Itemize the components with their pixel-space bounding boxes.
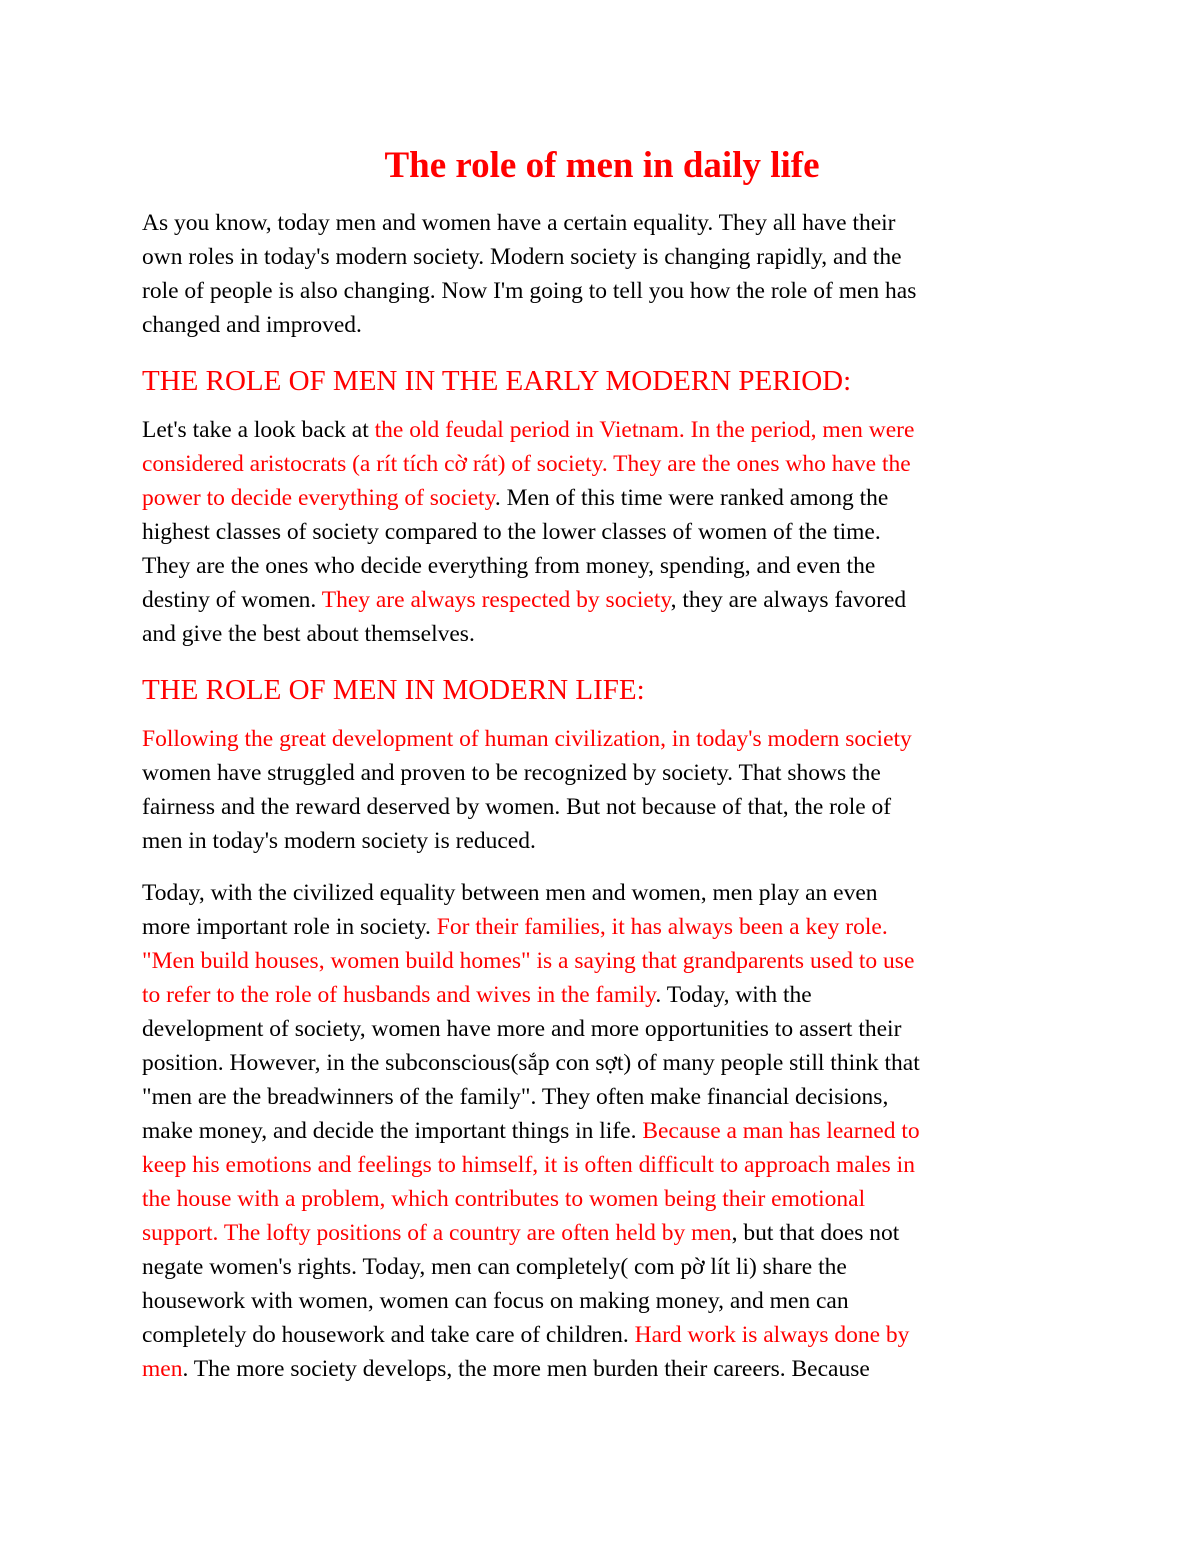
modern-life-paragraph-2 (142, 876, 1062, 1386)
text-line: development of society, women have more and more opportunities to assert their (142, 1016, 902, 1042)
text-line (142, 413, 1062, 447)
text-run: make money, and decide the important things in life. (142, 1118, 643, 1144)
text-line (142, 1352, 1062, 1386)
highlighted-text: support. The lofty positions of a country are often held by men (142, 1220, 732, 1246)
highlighted-line: keep his emotions and feelings to himself, it is often difficult to approach males in (142, 1152, 915, 1178)
text-line (142, 1318, 1062, 1352)
text-line (142, 1216, 1062, 1250)
intro-paragraph (142, 206, 1062, 342)
highlighted-line: "Men build houses, women build homes" is a saying that grandparents used to use (142, 948, 915, 974)
text-line: women have struggled and proven to be recognized by society. That shows the (142, 760, 881, 786)
text-line (142, 1114, 1062, 1148)
early-period-paragraph (142, 413, 1062, 651)
highlighted-line: Following the great development of human civilization, in today's modern society (142, 726, 912, 752)
text-line: "men are the breadwinners of the family". They often make financial decisions, (142, 1084, 889, 1110)
text-line: fairness and the reward deserved by women. But not because of that, the role of (142, 794, 892, 820)
text-line (142, 910, 1062, 944)
text-run: destiny of women. (142, 587, 322, 613)
modern-life-paragraph-1 (142, 722, 1062, 858)
highlighted-line: the house with a problem, which contributes to women being their emotional (142, 1186, 866, 1212)
heading-modern-life: THE ROLE OF MEN IN MODERN LIFE: (142, 674, 645, 706)
heading-early-modern-period: THE ROLE OF MEN IN THE EARLY MODERN PERIOD: (142, 365, 852, 397)
text-run: Let's take a look back at (142, 417, 375, 443)
text-line: negate women's rights. Today, men can completely( com pờ lít li) share the (142, 1254, 847, 1280)
text-line: men in today's modern society is reduced. (142, 828, 536, 854)
text-line (142, 978, 1062, 1012)
text-line: role of people is also changing. Now I'm going to tell you how the role of men has (142, 278, 917, 304)
text-line: Today, with the civilized equality between men and women, men play an even (142, 880, 878, 906)
text-line: own roles in today's modern society. Modern society is changing rapidly, and the (142, 244, 902, 270)
highlighted-text: They are always respected by society (321, 587, 671, 613)
text-line (142, 481, 1062, 515)
text-line: They are the ones who decide everything from money, spending, and even the (142, 553, 876, 579)
highlighted-text: Hard work is always done by (634, 1322, 910, 1348)
text-line: position. However, in the subconscious(sắp con sợt) of many people still think that (142, 1050, 920, 1076)
highlighted-text: For their families, it has always been a key role. (436, 914, 888, 940)
text-run: completely do housework and take care of children. (142, 1322, 635, 1348)
highlighted-text: Because a man has learned to (642, 1118, 920, 1144)
text-run: more important role in society. (142, 914, 437, 940)
highlighted-line: considered aristocrats (a rít tích cờ rát) of society. They are the ones who have the (142, 451, 911, 477)
text-line (142, 583, 1062, 617)
text-line: and give the best about themselves. (142, 621, 475, 647)
text-run: , but that does not (731, 1220, 900, 1246)
highlighted-text: men (142, 1356, 183, 1382)
document-page (142, 140, 1062, 1404)
text-line: highest classes of society compared to the lower classes of women of the time. (142, 519, 881, 545)
text-run: , they are always favored (670, 587, 907, 613)
highlighted-text: the old feudal period in Vietnam. In the period, men were (374, 417, 915, 443)
text-line: housework with women, women can focus on making money, and men can (142, 1288, 849, 1314)
text-line: changed and improved. (142, 312, 362, 338)
highlighted-text: power to decide everything of society (142, 485, 495, 511)
text-run: . Men of this time were ranked among the (494, 485, 889, 511)
document-title: The role of men in daily life (384, 145, 820, 186)
text-line: As you know, today men and women have a certain equality. They all have their (142, 210, 896, 236)
text-run: . Today, with the (655, 982, 812, 1008)
text-run: . The more society develops, the more men burden their careers. Because (182, 1356, 870, 1382)
highlighted-text: to refer to the role of husbands and wives in the family (142, 982, 656, 1008)
